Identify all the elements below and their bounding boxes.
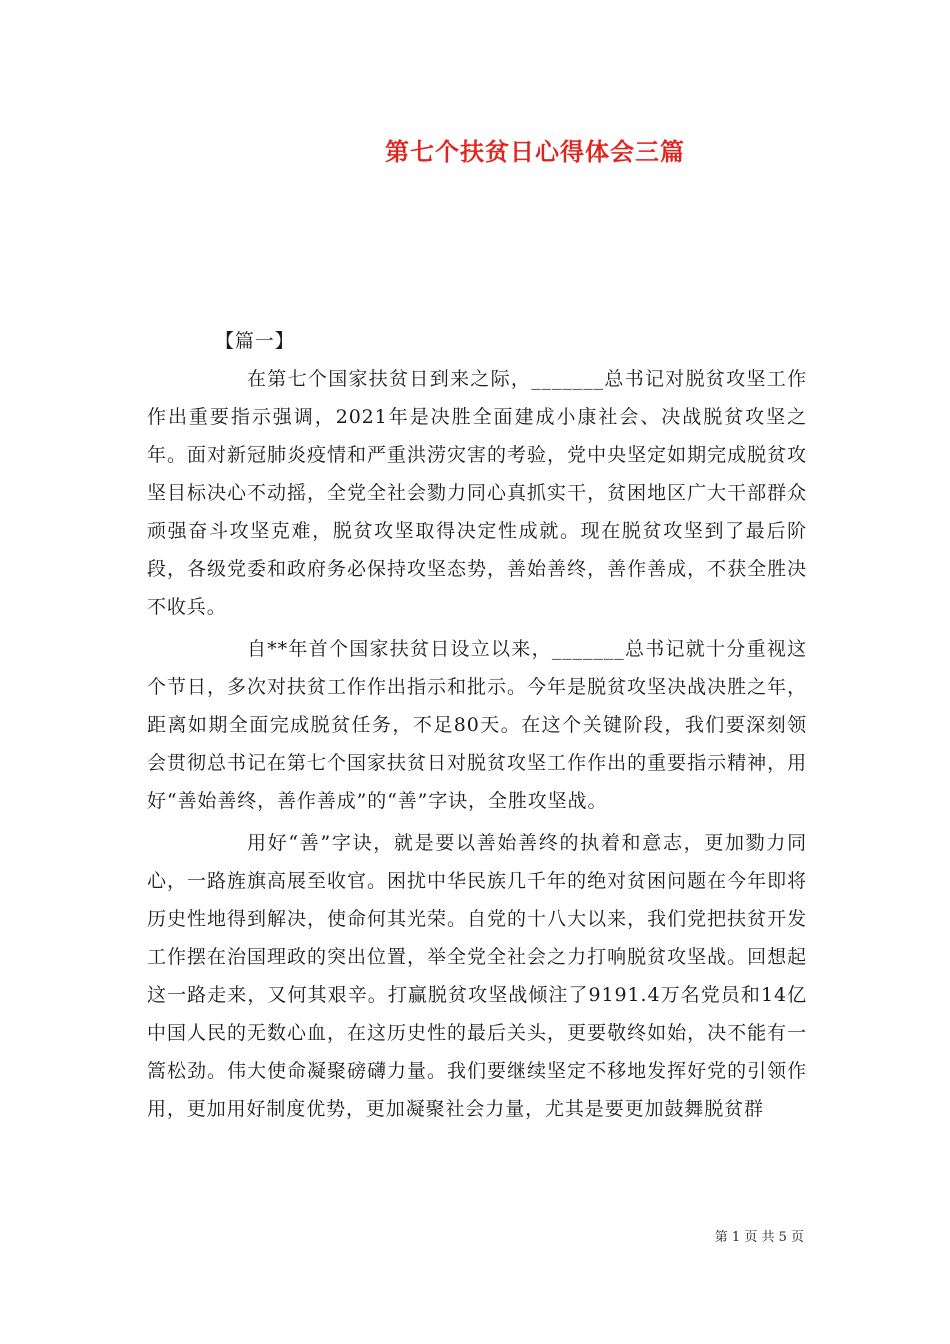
paragraph-3: 用好“善”字诀，就是要以善始善终的执着和意志，更加勠力同心，一路旌旗高展至收官。困扰中华民族几千年的绝对贫困问题在今年即将历史性地得到解决，使命何其光荣。自党的十八大以来，我们党把扶贫开发工作摆在治国理政的突出位置，举全党全社会之力打响脱贫攻坚战。回想起这一路走来，又何其艰辛。打赢脱贫攻坚战倾注了9191.4万名党员和14亿中国人民的无数心血，在这历史性的最后关头，更要敬终如始，决不能有一篙松劲。伟大使命凝聚磅礴力量。我们要继续坚定不移地发挥好党的引领作用，更加用好制度优势，更加凝聚社会力量，尤其是要更加鼓舞脱贫群 [147, 832, 807, 1120]
paragraph-2: 自**年首个国家扶贫日设立以来，_______总书记就十分重视这个节日，多次对扶贫工作作出指示和批示。今年是脱贫攻坚决战决胜之年，距离如期全面完成脱贫任务，不足80天。在这个关键阶段，我们要深刻领会贯彻总书记在第七个国家扶贫日对脱贫攻坚工作作出的重要指示精神，用好“善始善终，善作善成”的“善”字诀，全胜攻坚战。 [147, 638, 807, 812]
section-heading: 【篇一】 [215, 330, 295, 352]
paragraph-1: 在第七个国家扶贫日到来之际，_______总书记对脱贫攻坚工作作出重要指示强调，2021年是决胜全面建成小康社会、决战脱贫攻坚之年。面对新冠肺炎疫情和严重洪涝灾害的考验，党中央坚定如期完成脱贫攻坚目标决心不动摇，全党全社会勠力同心真抓实干，贫困地区广大干部群众顽强奋斗攻坚克难，脱贫攻坚取得决定性成就。现在脱贫攻坚到了最后阶段，各级党委和政府务必保持攻坚态势，善始善终，善作善成，不获全胜决不收兵。 [147, 368, 807, 618]
document-title: 第七个扶贫日心得体会三篇 [385, 138, 685, 166]
document-body [147, 322, 807, 1132]
page-number-footer: 第 1 页 共 5 页 [714, 1230, 804, 1245]
